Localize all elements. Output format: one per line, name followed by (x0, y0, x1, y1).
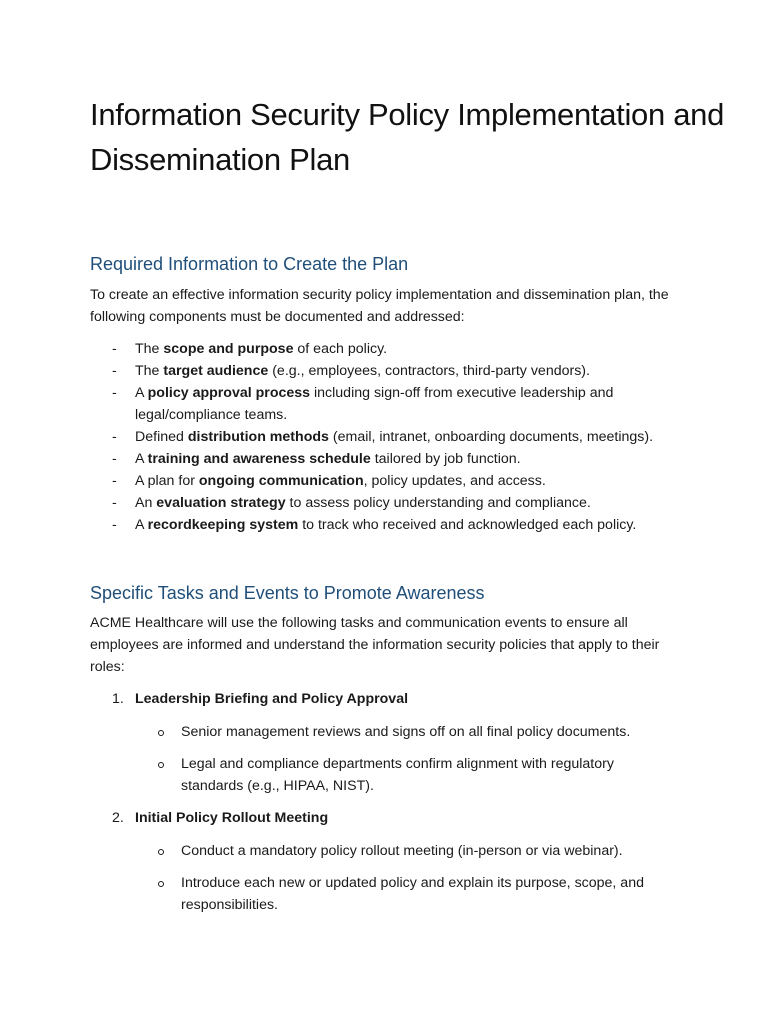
sub-list-item: Senior management reviews and signs off on all final policy documents. (158, 721, 658, 743)
task-number: 2. (112, 810, 124, 826)
dash-bullet: - (112, 473, 117, 489)
dash-bullet: - (112, 385, 117, 401)
section-intro-paragraph: To create an effective information security policy implementation and dissemination plan, the following components must be documented and addressed: (90, 287, 669, 325)
dash-bullet: - (112, 341, 117, 357)
task-title: Leadership Briefing and Policy Approval (135, 691, 409, 707)
task-number: 1. (112, 691, 124, 707)
list-item: - A recordkeeping system to track who received and acknowledged each policy. (90, 514, 690, 536)
dash-bullet: - (112, 429, 117, 445)
section-heading-tasks-events: Specific Tasks and Events to Promote Awareness (90, 583, 485, 603)
list-item: - An evaluation strategy to assess policy understanding and compliance. (90, 492, 690, 514)
list-item: - A plan for ongoing communication, policy updates, and access. (90, 470, 690, 492)
circle-bullet-icon (158, 730, 164, 736)
sub-list-item: Introduce each new or updated policy and explain its purpose, scope, and responsibilities. (158, 872, 658, 916)
list-item: - The target audience (e.g., employees, contractors, third-party vendors). (90, 360, 690, 382)
task-title: Initial Policy Rollout Meeting (135, 810, 329, 826)
circle-bullet-icon (158, 849, 164, 855)
page-title: Information Security Policy Implementation and Dissemination Plan (90, 97, 725, 177)
sub-list-item: Legal and compliance departments confirm alignment with regulatory standards (e.g., HIPAA, NIST). (158, 753, 658, 797)
dash-bullet: - (112, 517, 117, 533)
sub-list-item: Conduct a mandatory policy rollout meeting (in-person or via webinar). (158, 840, 658, 862)
numbered-task-1 (112, 688, 408, 710)
dash-bullet: - (112, 495, 117, 511)
list-item: - A policy approval process including sign-off from executive leadership and legal/compliance teams. (90, 382, 690, 426)
circle-bullet-icon (158, 762, 164, 768)
section-intro-paragraph: ACME Healthcare will use the following tasks and communication events to ensure all employees are informed and understand the information security policies that apply to their roles: (90, 615, 660, 675)
dash-bullet: - (112, 451, 117, 467)
section-heading-required-info: Required Information to Create the Plan (90, 254, 409, 274)
circle-bullet-icon (158, 881, 164, 887)
required-components-list (90, 338, 690, 536)
list-item: - Defined distribution methods (email, intranet, onboarding documents, meetings). (90, 426, 690, 448)
numbered-task-2 (112, 807, 328, 829)
list-item: - A training and awareness schedule tailored by job function. (90, 448, 690, 470)
list-item: - The scope and purpose of each policy. (90, 338, 690, 360)
dash-bullet: - (112, 363, 117, 379)
